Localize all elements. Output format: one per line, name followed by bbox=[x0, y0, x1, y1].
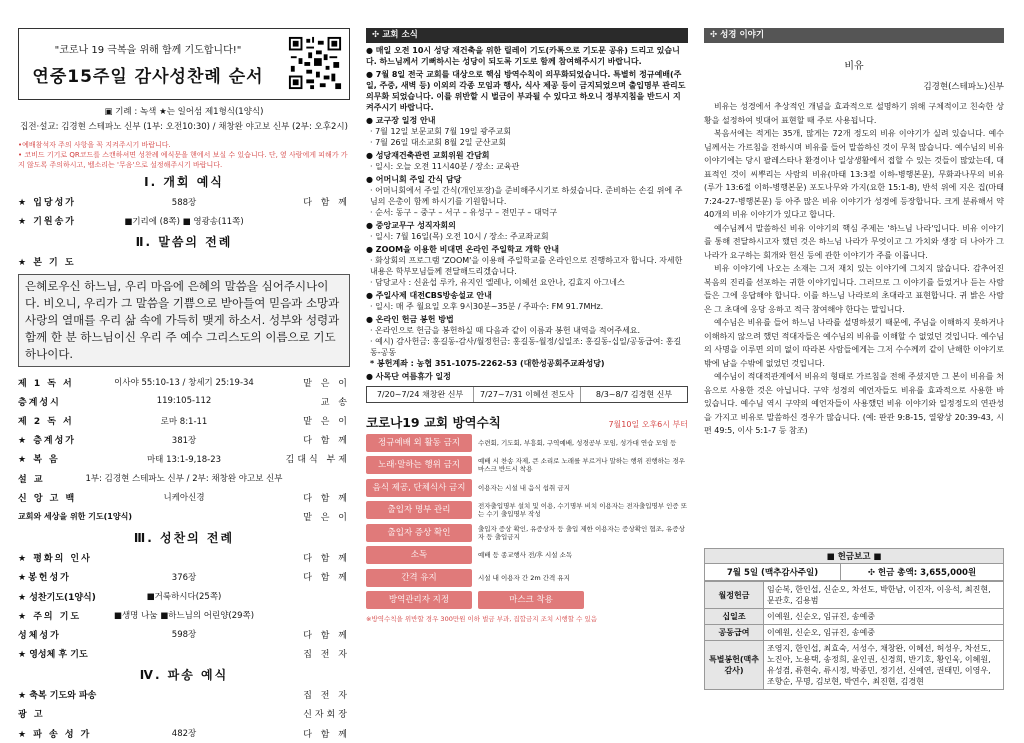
rule-desc: 예배 시 찬송 자제, 큰 소리로 노래를 부르거나 말하는 행위 진행하는 경우 마스크 반드시 착용 bbox=[478, 457, 685, 474]
offering-category: 월정헌금 bbox=[705, 582, 764, 609]
row-label: ★ 층계성가 bbox=[18, 436, 76, 447]
row-role: 맡 은 이 bbox=[303, 512, 350, 523]
offering-names: 임순복, 한인섭, 신순오, 차선도, 박한남, 이진자, 이응석, 최진현, 문관호, 김용범 bbox=[764, 582, 1004, 609]
section-heading: Ⅰ. 개회 예식 bbox=[144, 175, 224, 189]
service-row bbox=[18, 392, 350, 411]
service-row bbox=[18, 192, 350, 211]
news-line: · 온라인으로 헌금을 봉헌하실 때 다음과 같이 이름과 봉헌 내역을 적어주세요. bbox=[370, 326, 641, 335]
rule-label: 노래·말하는 행위 금지 bbox=[366, 456, 472, 474]
vacation-cell: 7/20~7/24 채창완 신부 bbox=[367, 387, 474, 402]
row-role: 다 함 께 bbox=[303, 554, 350, 565]
news-title: ● 중앙교무구 성직자회의 bbox=[366, 221, 456, 230]
story-title: 비유 bbox=[844, 61, 864, 72]
slogan: "코로나 19 극복을 위해 함께 기도합니다!" bbox=[54, 45, 242, 56]
news-title: ● 어머니회 주일 간식 담당 bbox=[366, 175, 462, 184]
row-label: ★ 본 기 도 bbox=[18, 258, 76, 269]
rule-label: 출입자 증상 확인 bbox=[366, 524, 472, 542]
news-title: ● 7월 8일 전국 교회를 대상으로 핵심 방역수칙이 의무화되었습니다. 특별히 정규예배(주일, 주중, 새벽 등) 이외의 각종 모임과 행사, 식사 제공 등이 금지되었으며 출입명부 관리도 의무화 되었습니다. 이를 위반할 시 벌금이 부과될 수 있다고 하오니 정부지침을 반드시 지켜주시기 바랍니다. bbox=[366, 70, 686, 112]
collect-prayer: 은혜로우신 하느님, 우리 마음에 은혜의 말씀을 심어주시나이다. 비오니, 우리가 그 말씀을 기쁨으로 받아들여 믿음과 소망과 사랑의 열매를 우리 삶 속에 가득히 맺게 하소서. 성부와 성령과 함께 한 분 하느님이신 우리 주 예수 그리스도의 이름으로 기도하나이다. bbox=[18, 274, 350, 367]
offering-names: 조영지, 한인섭, 최효숙, 서성수, 채창완, 이혜선, 허성우, 차선도, 노진아, 노용택, 송정희, 윤인권, 신경희, 반기호, 황인욱, 이혜원, 유성겸, 류현숙, 류시정, 박종민, 정기선, 신예연, 권태민, 이영우, 조향순, 무명, 김보현, 박연수, 최진현, 김경현 bbox=[764, 641, 1004, 690]
notice-line: • 코비드 기기로 QR코드를 스캔하셔면 성찬례 예식문을 핸에서 보실 수 있습니다. 단, 옆 사람에게 피해가 가지 않도록 주의하시고, 벨소리는 '무음'으로 설정해주시기 바랍니다. bbox=[18, 151, 348, 169]
news-line: · 일시: 7월 16일(목) 오전 10시 / 장소: 주교좌교회 bbox=[370, 232, 549, 241]
row-role: 다 함 께 bbox=[303, 630, 350, 641]
news-title: ● 온라인 헌금 봉헌 방법 bbox=[366, 315, 454, 324]
row-role: 집 전 자 bbox=[303, 650, 350, 661]
row-label: 광 고 bbox=[18, 710, 45, 721]
rule-desc: 예배 등 종교행사 전/후 시설 소독 bbox=[478, 551, 573, 560]
news-title: ● 사목단 여름휴가 일정 bbox=[366, 372, 451, 381]
covid-footnote: ※방역수칙을 위반할 경우 300만원 이하 벌금 부과, 집합금지 조치 시행할 수 있음 bbox=[366, 615, 598, 623]
service-row bbox=[18, 567, 350, 586]
service-row bbox=[18, 625, 350, 644]
service-row bbox=[18, 211, 350, 230]
news-title: ● 주일사제 대전CBS방송설교 안내 bbox=[366, 291, 492, 300]
story-author: 김경현(스테파노)신부 bbox=[923, 82, 1004, 92]
church-news-header: ✣ 교회 소식 bbox=[366, 28, 688, 43]
service-row bbox=[18, 411, 350, 430]
covid-date: 7월10일 오후6시 부터 bbox=[608, 420, 688, 429]
covid-rule bbox=[366, 455, 688, 477]
notice-line: •예배참석자 주의 사항을 꼭 지켜주시기 바랍니다. bbox=[18, 141, 171, 149]
service-row bbox=[18, 586, 350, 605]
news-title: ● ZOOM을 이용한 비대면 온라인 주일학교 개학 안내 bbox=[366, 245, 559, 254]
service-row bbox=[18, 704, 350, 723]
row-detail: ■기리에 (8쪽) ■ 영광송(11쪽) bbox=[124, 216, 244, 227]
table-row bbox=[705, 609, 1004, 625]
section-heading: Ⅱ. 말씀의 전례 bbox=[135, 235, 233, 250]
service-row bbox=[18, 252, 350, 271]
notice-text bbox=[18, 140, 350, 170]
offering-summary bbox=[704, 564, 1004, 581]
service-row bbox=[18, 507, 350, 526]
row-role: 다 함 께 bbox=[303, 198, 350, 209]
rule-label: 간격 유지 bbox=[366, 569, 472, 587]
row-role: 다 함 께 bbox=[303, 493, 350, 504]
section-heading: Ⅳ. 파송 예식 bbox=[139, 668, 229, 683]
story-paragraph: 예수님은 비유를 들어 하느님 나라를 설명하셨기 때문에, 주님을 이해하지 못하거나 이해하지 않으려 했던 적대자들은 예수님의 비유를 이해할 수 없었던 것입니다. 예수님의 사명을 이루면 의미 없이 따라본 사람들에게는 그저 수수께끼 같이 난해한 이야기로밖에 남을 수밖에 없었던 것입니다. bbox=[704, 318, 1004, 368]
vacation-cell: 7/27~7/31 이혜선 전도사 bbox=[474, 387, 581, 402]
rule-desc: 출입자 증상 확인, 유증상자 등 출입 제한 이용자는 증상확인 협조, 유증상자 등 출입금지 bbox=[478, 524, 685, 541]
service-row bbox=[18, 724, 350, 743]
offering-names: 이예원, 신순오, 임규진, 송예중 bbox=[764, 625, 1004, 641]
covid-rule bbox=[366, 567, 688, 589]
page-title: 연중15주일 감사성찬례 순서 bbox=[32, 67, 264, 87]
row-label: ★ 기원송가 bbox=[18, 217, 76, 228]
row-detail: 니케아신경 bbox=[163, 493, 205, 504]
qr-code-icon[interactable] bbox=[287, 35, 343, 91]
row-role: 맡 은 이 bbox=[303, 378, 350, 389]
service-row bbox=[18, 606, 350, 625]
church-news-column bbox=[366, 28, 688, 623]
row-label: ★ 입당성가 bbox=[18, 198, 76, 209]
row-detail: 482장 bbox=[171, 729, 197, 740]
offering-table bbox=[704, 581, 1004, 690]
covid-rule bbox=[366, 545, 688, 567]
offering-date: 7월 5일 (맥추감사주일) bbox=[705, 564, 841, 580]
news-item bbox=[366, 115, 688, 148]
mask-rule: 마스크 착용 bbox=[478, 591, 584, 609]
news-line: · 7월 26일 대소교회 8월 2일 군산교회 bbox=[370, 138, 506, 147]
news-line: · 순서: 동구 – 중구 – 서구 – 유성구 – 전민구 – 대덕구 bbox=[370, 208, 558, 217]
news-title: ● 매일 오전 10시 성당 재건축을 위한 릴레이 기도(카톡으로 기도문 공유) 드리고 있습니다. 하느님께서 기뻐하시는 성당이 되도록 기도로 함께 참여해주시기 바랍니다. bbox=[366, 46, 680, 66]
news-item bbox=[366, 150, 688, 172]
news-line: · 예시) 감사헌금: 홍길동-감사/월정헌금: 홍길동-월정/십일조: 홍길동-십일/공동급여: 홍길동-공동 bbox=[370, 337, 682, 357]
news-line: · 일시: 매 주 월요일 오후 9시30분~35분 / 주파수: FM 91.7MHz. bbox=[370, 302, 604, 311]
row-label: ★ 파 송 성 가 bbox=[18, 729, 92, 740]
row-label: 교회와 세상을 위한 기도(1양식) bbox=[18, 511, 132, 521]
covid-rule bbox=[366, 590, 688, 612]
row-detail: 381장 bbox=[171, 435, 197, 446]
table-row bbox=[705, 625, 1004, 641]
news-item bbox=[366, 314, 688, 369]
covid-rule bbox=[366, 477, 688, 499]
story-body bbox=[704, 100, 1004, 438]
service-row bbox=[18, 488, 350, 507]
rule-desc: 시설 내 이용자 간 2m 간격 유지 bbox=[478, 573, 570, 582]
story-paragraph: 예수님이 적대적관계에서 비유의 형태로 가르침을 전해 주셨지만 그 본이 비유를 처음으로 사용한 것은 아닙니다. 구약 성경의 예언자들도 비유를 효과적으로 사용한 바 있습니다. 예수님 역시 구약의 예언자들이 사용했던 비유 이야기와 일정정도의 연관성을 가지고 비유로 말씀하신 경우가 많습니다. (예: 판관 9:8-15, 열왕상 20:39-43, 시편 49:5, 이사 5:1-7 등 참조) bbox=[704, 372, 1004, 435]
offering-category: 공동급여 bbox=[705, 625, 764, 641]
news-item bbox=[366, 220, 688, 242]
celebrant-info: 집전·설교: 김경현 스테파노 신부 (1부: 오전10:30) / 채창완 야고보 신부 (2부: 오후2시) bbox=[20, 122, 348, 132]
liturgy-meta: ▣ 기례 : 녹색 ★는 일어섬 제1형식(1양식) bbox=[104, 107, 264, 117]
rule-label: 소독 bbox=[366, 546, 472, 564]
table-row bbox=[705, 641, 1004, 690]
rule-label: 방역관리자 지정 bbox=[366, 591, 472, 609]
row-label: ★봉헌성가 bbox=[18, 573, 71, 584]
offering-report bbox=[704, 548, 1004, 690]
service-row bbox=[18, 548, 350, 567]
news-item bbox=[366, 244, 688, 288]
service-order-column bbox=[18, 28, 350, 743]
news-item bbox=[366, 174, 688, 218]
service-row bbox=[18, 469, 350, 488]
row-label: 제 2 독 서 bbox=[18, 417, 74, 428]
row-detail: 이사야 55:10-13 / 창세기 25:19-34 bbox=[114, 378, 254, 389]
row-detail: 119:105-112 bbox=[156, 396, 212, 407]
vacation-cell: 8/3~8/7 김경현 신부 bbox=[595, 390, 673, 399]
row-detail: 1부: 김경현 스테파노 신부 / 2부: 채창완 야고보 신부 bbox=[85, 474, 283, 485]
news-line: · 일시: 오늘 오전 11시40분 / 장소: 교육관 bbox=[370, 162, 520, 171]
service-row bbox=[18, 449, 350, 468]
row-label: 설 교 bbox=[18, 474, 45, 485]
row-label: ★ 평화의 인사 bbox=[18, 554, 92, 565]
offering-header: ■ 헌금보고 ■ bbox=[704, 548, 1004, 564]
row-detail: 376장 bbox=[171, 572, 197, 583]
news-item bbox=[366, 290, 688, 312]
rule-label: 정규예배 외 활동 금지 bbox=[366, 434, 472, 452]
bible-story-header: ✣ 성경 이야기 bbox=[704, 28, 1004, 43]
rule-desc: 수련회, 기도회, 부흥회, 구역예배, 성경공부 모임, 성가대 연습 모임 등 bbox=[478, 438, 677, 447]
row-label: ★ 성찬기도(1양식) bbox=[18, 592, 96, 603]
row-detail: ■생명 나눔 ■하느님의 어린양(29쪽) bbox=[113, 611, 255, 622]
row-role: 집 전 자 bbox=[303, 691, 350, 702]
row-role: 다 함 께 bbox=[303, 436, 350, 447]
bank-account: * 봉헌계좌 : 농협 351-1075-2262-53 (대한성공회주교좌성당) bbox=[370, 359, 605, 368]
covid-rule bbox=[366, 500, 688, 522]
news-item bbox=[366, 45, 688, 67]
row-label: ★ 축복 기도와 파송 bbox=[18, 691, 97, 702]
row-label: 제 1 독 서 bbox=[18, 378, 74, 389]
service-row bbox=[18, 373, 350, 392]
table-row bbox=[705, 582, 1004, 609]
story-paragraph: 복음서에는 적게는 35개, 많게는 72개 정도의 비유 이야기가 실려 있습니다. 예수님께서는 가르침을 전하시며 비유를 들어 말씀하신 것이 무척 많습니다. 예수님의 비유 이야기에는 당시 팔레스타나 환경이나 일상생활에서 접할 수 있는 것들이 많았는데, 대표적인 것이 씨뿌리는 사람의 비유(마태 13:3절 이하-병행본문), 무화과나무의 비유(루가 13:6절 이하-병행본문) 포도나무와 가지(요한 15:1-8), 반석 위에 지은 집(마태 7:24-27-병행본문) 등 아주 많은 비유 이야기가 성경에 등장합니다. 크게 분류해서 약 40개의 비유 이야기가 있다고 합니다. bbox=[704, 129, 1004, 219]
news-line: · 화상회의 프로그램 'ZOOM'을 이용해 주일학교를 온라인으로 진행하고자 합니다. 자세한 내용은 학부모님들께 전달해드리겠습니다. bbox=[370, 256, 683, 276]
row-label: ★ 주의 기도 bbox=[18, 611, 82, 622]
news-item bbox=[366, 69, 688, 113]
story-paragraph: 비유는 성경에서 추상적인 개념을 효과적으로 설명하기 위해 구체적이고 친숙한 상황을 설정하여 빗대어 표현할 때 주로 사용됩니다. bbox=[704, 102, 1004, 125]
covid-title: 코로나19 교회 방역수칙 bbox=[366, 415, 501, 430]
row-role: 다 함 께 bbox=[303, 729, 350, 740]
rule-label: 출입자 명부 관리 bbox=[366, 501, 472, 519]
row-role: 다 함 께 bbox=[303, 573, 350, 584]
offering-names: 이예원, 신순오, 임규진, 송예중 bbox=[764, 609, 1004, 625]
offering-category: 십일조 bbox=[705, 609, 764, 625]
bulletin-header bbox=[18, 28, 350, 100]
news-line: · 7월 12일 보문교회 7월 19일 광주교회 bbox=[370, 127, 512, 136]
row-label: 신 앙 고 백 bbox=[18, 493, 77, 504]
rule-desc: 전자출입명부 설치 및 이용, 수기명부 비치 이용자는 전자출입명부 인증 또는 수기 출입명부 작성 bbox=[478, 502, 688, 519]
service-row bbox=[18, 685, 350, 704]
row-label: ★ 복 음 bbox=[18, 455, 60, 466]
story-paragraph: 예수님께서 말씀하신 비유 이야기의 핵심 주제는 '하느님 나라'입니다. 비유 이야기를 통해 전달하시고자 했던 것은 하느님 나라가 무엇이고 그 가치와 생장 더 나아가 그 나라가 요구하는 회개와 헌신 등에 관한 이야기가 주를 이룹니다. bbox=[704, 223, 1004, 260]
row-label: 성체성가 bbox=[18, 630, 61, 641]
bible-story-column bbox=[704, 28, 1004, 438]
news-title: ● 성당재건축관련 교회위원 간담회 bbox=[366, 151, 490, 160]
covid-header bbox=[366, 413, 688, 431]
row-detail: 마태 13:1-9,18-23 bbox=[146, 454, 222, 465]
row-label: 층계성시 bbox=[18, 397, 61, 408]
covid-rule bbox=[366, 522, 688, 544]
news-line: · 담당교사 : 신윤섭 루카, 유지인 엘레나, 이혜선 요안나, 김효지 아그네스 bbox=[370, 278, 625, 287]
row-role: 교 송 bbox=[320, 397, 350, 408]
offering-total: ✣ 헌금 총액: 3,655,000원 bbox=[867, 568, 977, 578]
service-row bbox=[18, 644, 350, 663]
news-item bbox=[366, 371, 688, 382]
section-heading: Ⅲ. 성찬의 전례 bbox=[133, 531, 235, 546]
covid-rule bbox=[366, 432, 688, 454]
row-label: ★ 영성체 후 기도 bbox=[18, 650, 88, 661]
rule-label: 음식 제공, 단체식사 금지 bbox=[366, 479, 472, 497]
row-role: 맡 은 이 bbox=[303, 417, 350, 428]
offering-category: 특별봉헌(맥추감사) bbox=[705, 641, 764, 690]
service-row bbox=[18, 430, 350, 449]
row-detail: 598장 bbox=[171, 630, 197, 641]
rule-desc: 이용자는 시설 내 음식 섭취 금지 bbox=[478, 483, 570, 492]
row-detail: ■거룩하시다(25쪽) bbox=[146, 592, 222, 603]
vacation-schedule bbox=[366, 386, 688, 403]
row-detail: 로마 8:1-11 bbox=[160, 416, 208, 427]
news-title: ● 교구장 일정 안내 bbox=[366, 116, 436, 125]
news-line: · 어머니회에서 주일 간식(개인포장)을 준비해주시기로 하셨습니다. 준비하는 손길 위에 주님의 은총이 함께 하시기를 기원합니다. bbox=[370, 186, 683, 206]
row-role: 신자회장 bbox=[303, 710, 350, 721]
row-detail: 588장 bbox=[171, 197, 197, 208]
story-paragraph: 비유 이야기에 나오는 소재는 그저 재치 있는 이야기에 그치지 않습니다. 감추어진 복음의 진리를 선포하는 귀한 이야기입니다. 그러므로 그 이야기를 들었거나 듣는 사람들은 그에 응답해야 합니다. 이를 하느님 나라로의 초대라고 표현합니다. 귀 밝은 사람은 그 초대에 응당 응하고 적극 참여해야 한다는 말입니다. bbox=[704, 264, 1004, 314]
row-role: 김대식 부제 bbox=[285, 455, 350, 466]
